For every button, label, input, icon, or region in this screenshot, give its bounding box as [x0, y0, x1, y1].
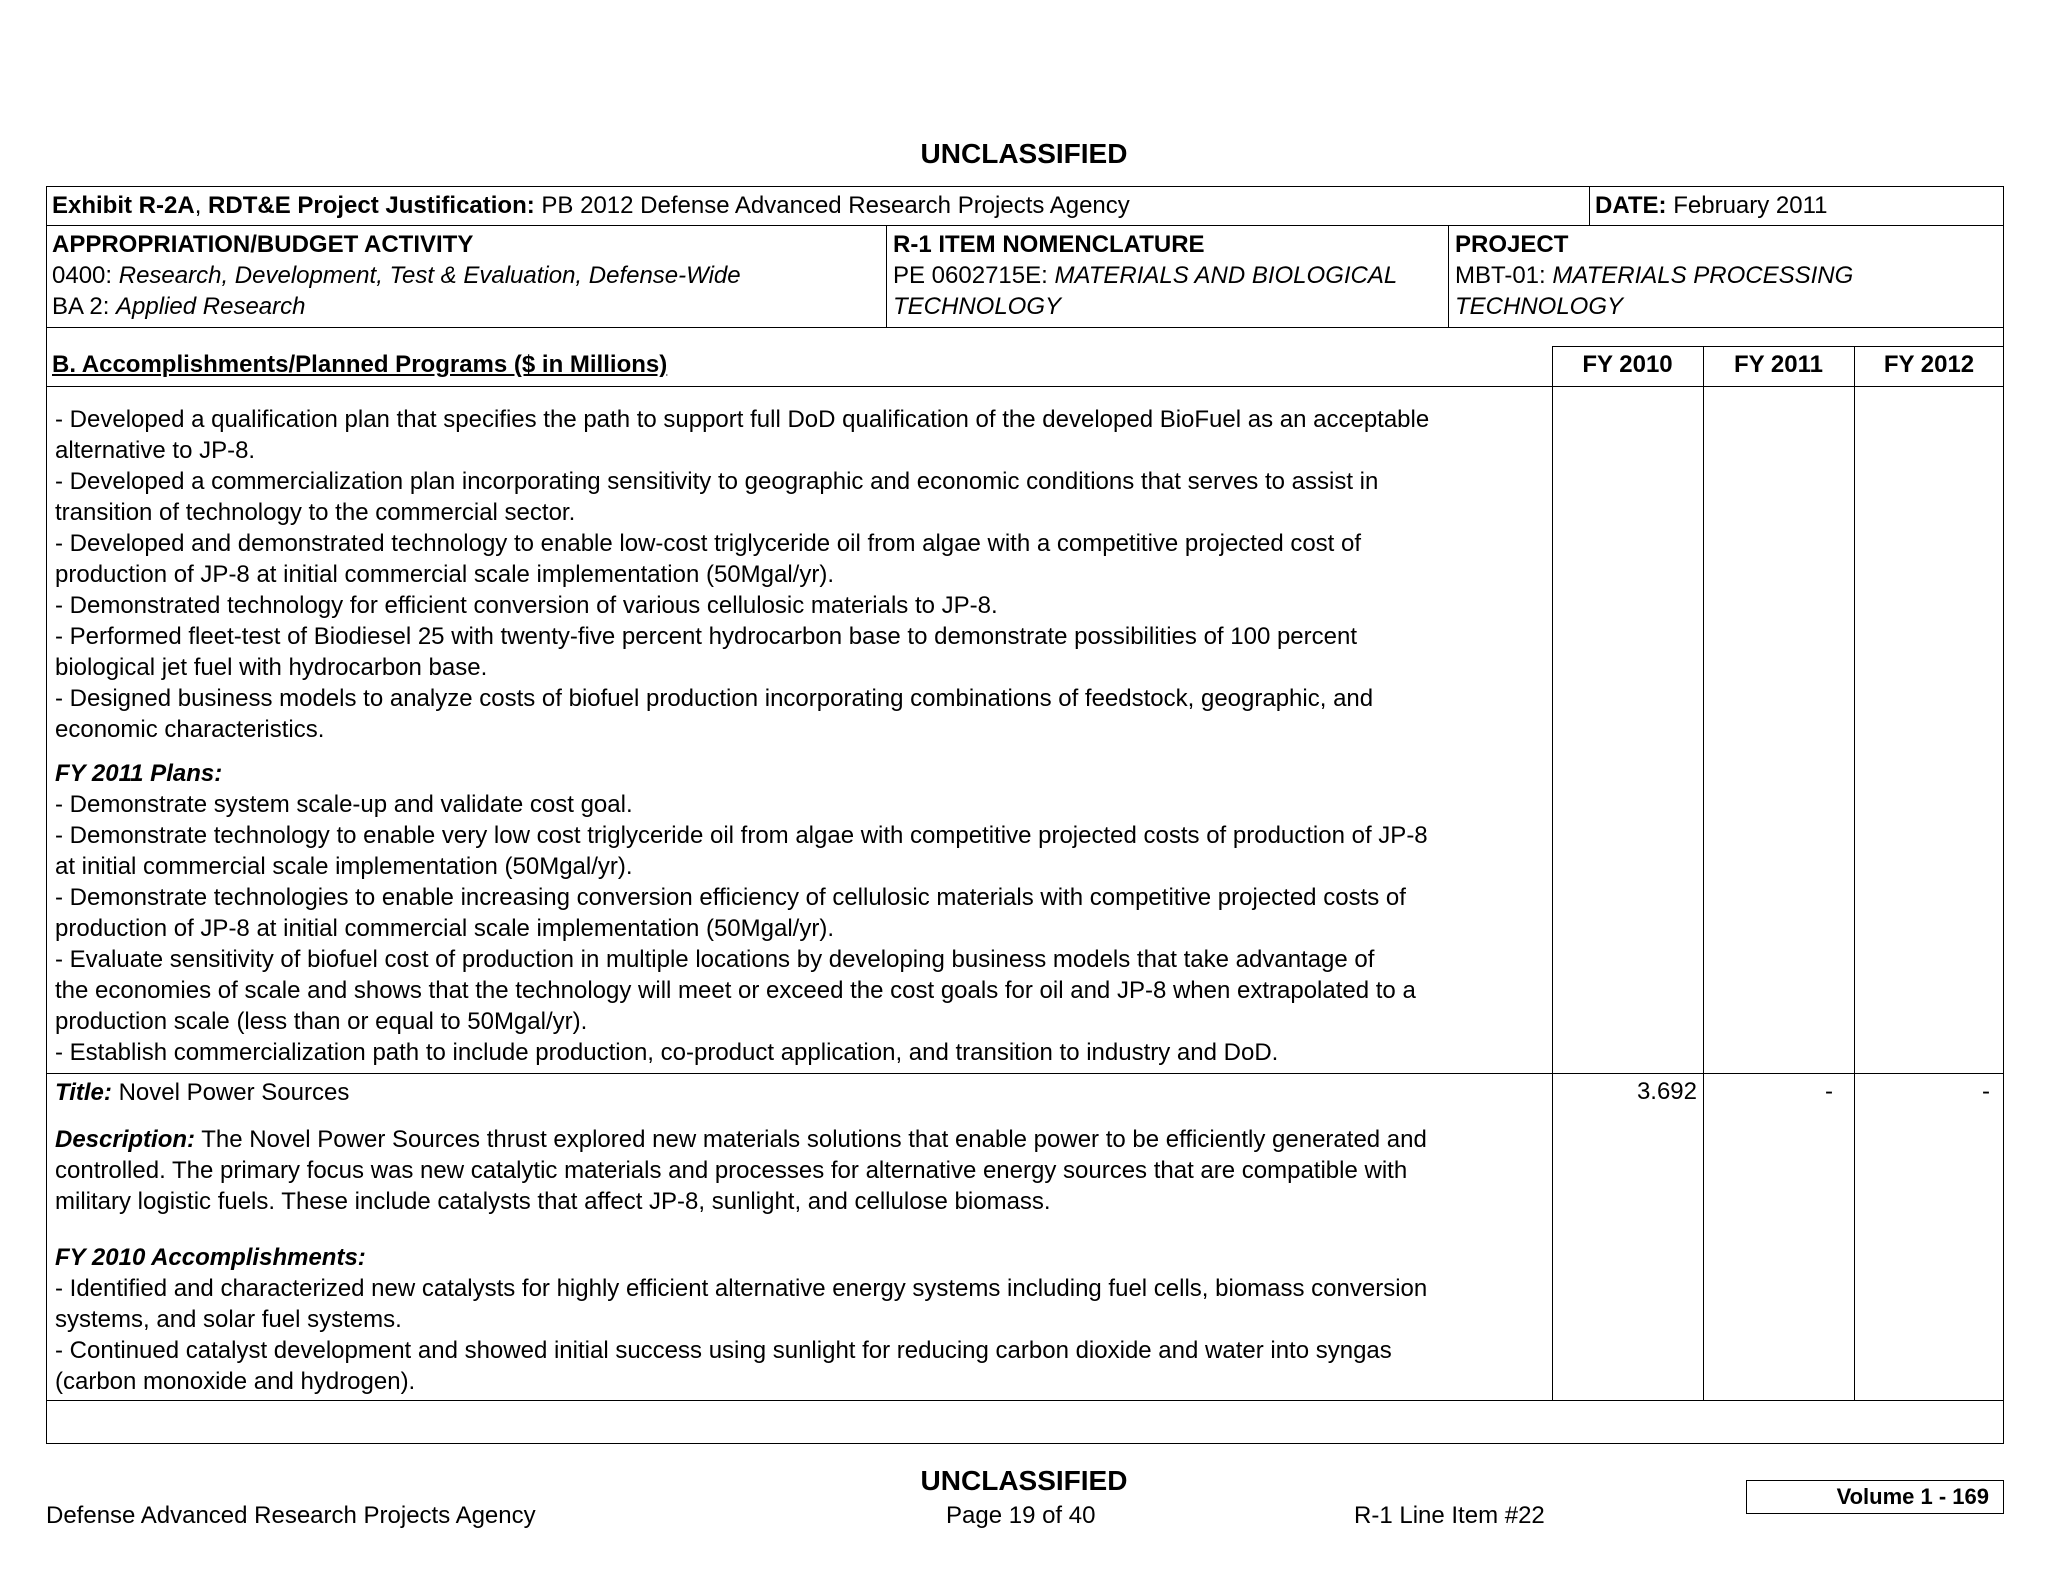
- section-title: B. Accomplishments/Planned Programs ($ in Millions): [52, 351, 668, 378]
- footer-line-item: R-1 Line Item #22: [1354, 1502, 1545, 1529]
- list-item: - Evaluate sensitivity of biofuel cost of production in multiple locations by developing business models that take advantage of: [55, 946, 1375, 973]
- divider-line: [46, 225, 2004, 226]
- footer-page-number: Page 19 of 40: [946, 1502, 1096, 1529]
- divider-line: [46, 327, 2004, 328]
- accomplishments-list: [55, 404, 1555, 745]
- list-item: - Identified and characterized new catalysts for highly efficient alternative energy systems including fuel cells, biomass conversion: [55, 1275, 1428, 1302]
- exhibit-date: DATE: February 2011: [1595, 192, 1828, 219]
- divider-line: [1448, 225, 1449, 328]
- column-header-fy2012: FY 2012: [1883, 351, 1975, 378]
- divider-line: [1703, 346, 1704, 1400]
- list-item: - Performed fleet-test of Biodiesel 25 with twenty-five percent hydrocarbon base to demonstrate possibilities of 100 percent: [55, 623, 1358, 650]
- project-cell: PROJECT MBT-01: MATERIALS PROCESSING TECHNOLOGY: [1455, 231, 1854, 320]
- list-item: production scale (less than or equal to 50Mgal/yr).: [55, 1008, 588, 1035]
- fy2011-value: -: [1825, 1078, 1833, 1105]
- list-item: at initial commercial scale implementation (50Mgal/yr).: [55, 853, 633, 880]
- plans-heading: FY 2011 Plans:: [55, 760, 223, 787]
- list-item: production of JP-8 at initial commercial scale implementation (50Mgal/yr).: [55, 915, 834, 942]
- fy2010-value: 3.692: [1636, 1078, 1697, 1105]
- appropriation-cell: APPROPRIATION/BUDGET ACTIVITY 0400: Research, Development, Test & Evaluation, Defense-Wide BA 2: Applied Research: [52, 231, 741, 320]
- list-item: systems, and solar fuel systems.: [55, 1306, 402, 1333]
- list-item: transition of technology to the commercial sector.: [55, 499, 576, 526]
- volume-box: Volume 1 - 169: [1746, 1480, 2004, 1514]
- list-item: economic characteristics.: [55, 716, 325, 743]
- divider-line: [886, 225, 887, 328]
- list-item: production of JP-8 at initial commercial scale implementation (50Mgal/yr).: [55, 561, 834, 588]
- exhibit-title: Exhibit R-2A, RDT&E Project Justification: PB 2012 Defense Advanced Research Projects Agency: [52, 192, 1130, 219]
- r1-nomenclature-cell: R-1 ITEM NOMENCLATURE PE 0602715E: MATERIALS AND BIOLOGICAL TECHNOLOGY: [893, 231, 1398, 320]
- list-item: - Demonstrate technologies to enable increasing conversion efficiency of cellulosic materials with competitive projected costs of: [55, 884, 1406, 911]
- list-item: (carbon monoxide and hydrogen).: [55, 1368, 416, 1395]
- program-description: Description: The Novel Power Sources thrust explored new materials solutions that enable power to be efficiently generated and controlled. The primary focus was new catalytic materials and processes for alternative energy sources that are compatible with military logistic fuels. These include catalysts that affect JP-8, sunlight, and cellulose biomass.: [55, 1126, 1427, 1215]
- column-header-fy2011: FY 2011: [1734, 351, 1823, 378]
- list-item: - Establish commercialization path to include production, co-product application, and transition to industry and DoD.: [55, 1039, 1279, 1066]
- divider-line: [1854, 346, 1855, 1400]
- divider-line: [46, 1400, 2004, 1401]
- list-item: alternative to JP-8.: [55, 437, 256, 464]
- list-item: the economies of scale and shows that the technology will meet or exceed the cost goals for oil and JP-8 when extrapolated to a: [55, 977, 1416, 1004]
- accomplishments-heading: FY 2010 Accomplishments:: [55, 1244, 366, 1271]
- list-item: biological jet fuel with hydrocarbon base.: [55, 654, 488, 681]
- fy2011-plans: [55, 758, 1555, 1068]
- footer-agency: Defense Advanced Research Projects Agency: [46, 1502, 536, 1529]
- divider-line: [46, 1073, 2004, 1074]
- list-item: - Developed a commercialization plan incorporating sensitivity to geographic and economic conditions that serves to assist in: [55, 468, 1379, 495]
- fy2010-accomplishments: [55, 1242, 1555, 1397]
- list-item: - Designed business models to analyze costs of biofuel production incorporating combinations of feedstock, geographic, and: [55, 685, 1374, 712]
- list-item: - Developed a qualification plan that specifies the path to support full DoD qualification of the developed BioFuel as an acceptable: [55, 406, 1430, 433]
- fy2012-value: -: [1982, 1078, 1990, 1105]
- list-item: - Demonstrated technology for efficient conversion of various cellulosic materials to JP-8.: [55, 592, 998, 619]
- column-header-fy2010: FY 2010: [1582, 351, 1673, 378]
- list-item: - Developed and demonstrated technology to enable low-cost triglyceride oil from algae with a competitive projected cost of: [55, 530, 1362, 557]
- classification-banner-bottom: UNCLASSIFIED: [920, 1465, 1128, 1496]
- divider-line: [1589, 186, 1590, 226]
- divider-line: [1552, 346, 2004, 347]
- list-item: - Demonstrate system scale-up and validate cost goal.: [55, 791, 633, 818]
- program-title: Title: Novel Power Sources: [55, 1079, 350, 1106]
- list-item: - Continued catalyst development and showed initial success using sunlight for reducing carbon dioxide and water into syngas: [55, 1337, 1392, 1364]
- list-item: - Demonstrate technology to enable very low cost triglyceride oil from algae with competitive projected costs of production of JP-8: [55, 822, 1428, 849]
- divider-line: [46, 386, 2004, 387]
- classification-banner-top: UNCLASSIFIED: [920, 138, 1128, 169]
